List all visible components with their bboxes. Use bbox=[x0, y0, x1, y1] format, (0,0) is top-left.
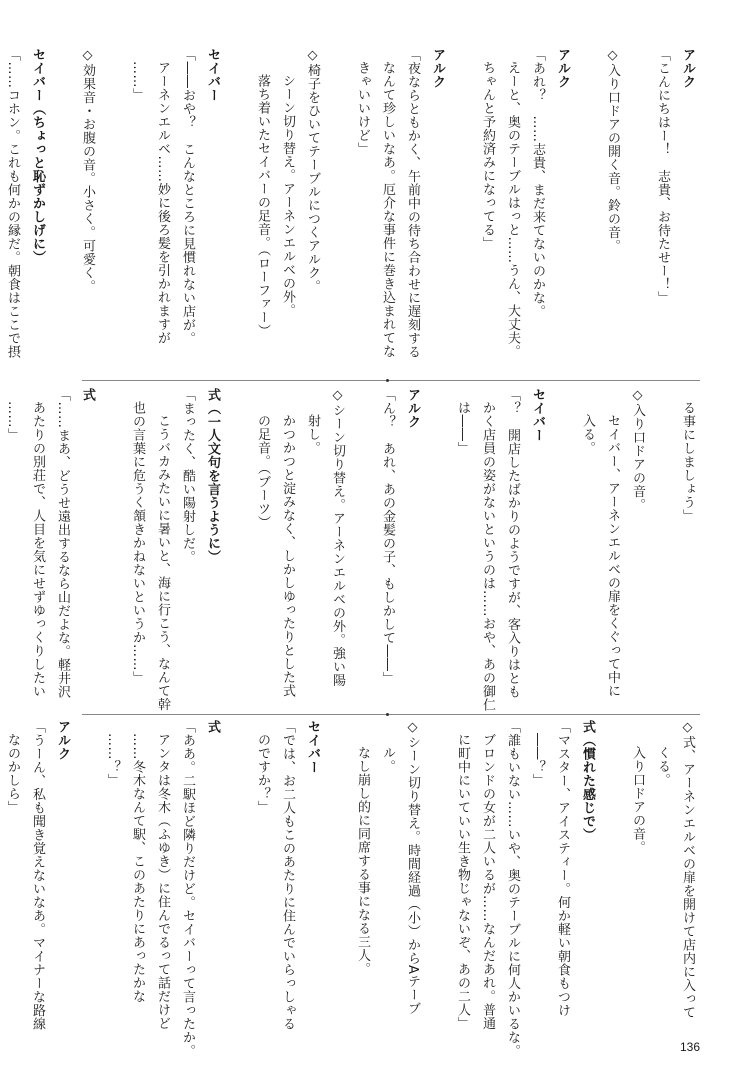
speaker-name: 式 bbox=[80, 388, 95, 402]
spacer bbox=[100, 48, 125, 370]
section-divider bbox=[82, 380, 700, 381]
spacer bbox=[450, 48, 475, 370]
speaker-name: 式 bbox=[205, 720, 220, 734]
script-line: えーと、奥のテーブルはっと……うん、大丈夫。 bbox=[505, 61, 520, 358]
spacer bbox=[225, 388, 250, 710]
spacer bbox=[325, 720, 350, 1042]
speaker-name: アルク bbox=[405, 388, 420, 429]
script-line: 「まったく、酷い陽射しだ。 bbox=[180, 388, 195, 564]
script-line: 也の言葉に危うく頷きかねないというか……」 bbox=[130, 401, 145, 685]
script-line: 「こんにちはー！ 志貴、お待たせー！」 bbox=[655, 48, 670, 305]
vertical-text-block bbox=[5, 48, 700, 370]
speaker-name: セイバー bbox=[305, 720, 320, 774]
script-line: 「……まあ、どうせ遠出するなら山だよな。軽井沢 bbox=[55, 388, 70, 699]
script-line: 射し。 bbox=[305, 414, 320, 455]
divider-marker bbox=[386, 713, 389, 716]
speaker-name: アルク bbox=[430, 48, 445, 89]
script-line: ブロンドの女が二人いるが……なんだあれ。普通 bbox=[480, 733, 495, 1030]
script-section-2 bbox=[5, 388, 700, 712]
script-line: ◇シーン切り替え。時間経過（小）からAテーブ bbox=[405, 720, 420, 1015]
script-line: あたりの別荘で、人目を気にせずゆっくりしたい bbox=[30, 401, 45, 698]
script-line: アーネンエルベ……妙に後ろ髪を引かれますが bbox=[155, 61, 170, 345]
spacer bbox=[75, 720, 100, 1042]
speaker-name: アルク bbox=[55, 720, 70, 761]
vertical-text-block bbox=[5, 388, 700, 712]
script-line: ……？」 bbox=[105, 733, 120, 787]
script-line: 「ああ。二駅ほど隣りだけど。セイバーって言ったか。 bbox=[180, 720, 195, 1058]
script-line: なんて珍しいなあ。厄介な事件に巻き込まれてな bbox=[380, 61, 395, 358]
script-line: ◇入り口ドアの音。 bbox=[630, 388, 645, 512]
script-line: ……」 bbox=[5, 401, 20, 442]
script-line: なし崩し的に同席する事になる三人。 bbox=[355, 746, 370, 976]
script-line: る事にしましょう」 bbox=[680, 401, 695, 523]
speaker-name: アルク bbox=[680, 48, 695, 89]
page-number: 136 bbox=[680, 1040, 701, 1054]
speaker-name: アルク bbox=[555, 48, 570, 89]
script-line: ……冬木なんて駅、このあたりにあったかな bbox=[130, 733, 145, 1003]
script-line: 入る。 bbox=[580, 414, 595, 455]
section-divider bbox=[82, 714, 700, 715]
script-line: 「……コホン。これも何かの縁だ。朝食はここで摂 bbox=[5, 48, 20, 359]
spacer bbox=[100, 388, 125, 710]
spacer bbox=[425, 388, 450, 710]
script-section-1 bbox=[5, 48, 700, 370]
spacer bbox=[650, 388, 675, 710]
script-line: かつかつと淀みなく、しかしゆったりとした式 bbox=[280, 414, 295, 698]
script-line: に町中にいていい生き物じゃないぞ、あの二人」 bbox=[455, 733, 470, 1030]
script-line: 「誰もいない……いや、奥のテーブルに何人かいるな。 bbox=[505, 720, 520, 1058]
script-line: なのかしら」 bbox=[5, 733, 20, 814]
script-line: ◇式、アーネンエルベの扉を開けて店内に入って bbox=[680, 720, 695, 1019]
script-line: の足音。（ブーツ） bbox=[255, 414, 270, 529]
script-line: ――？」 bbox=[530, 733, 545, 787]
spacer bbox=[425, 720, 450, 1042]
spacer bbox=[625, 48, 650, 370]
script-line: 「夜ならともかく、午前中の待ち合わせに遅刻する bbox=[405, 48, 420, 359]
script-line: 「マスター、アイスティー。何か軽い朝食もつけ bbox=[555, 720, 570, 1017]
script-line: ちゃんと予約済みになってる」 bbox=[480, 61, 495, 250]
script-line: 「？ 開店したばかりのようですが、客入りはとも bbox=[505, 388, 520, 699]
script-line: くる。 bbox=[655, 746, 670, 787]
speaker-name: セイバー bbox=[530, 388, 545, 442]
script-line: かく店員の姿がないというのは……おや、あの御仁 bbox=[480, 401, 495, 712]
speaker-name: 式（一人文句を言うように） bbox=[205, 388, 220, 564]
script-line: のですか？」 bbox=[255, 733, 270, 814]
script-line: アンタは冬木（ふゆき）に住んでるって話だけど bbox=[155, 733, 170, 1030]
speaker-name: セイバー bbox=[205, 48, 220, 102]
spacer bbox=[225, 48, 250, 370]
spacer bbox=[550, 388, 575, 710]
divider-marker bbox=[386, 379, 389, 382]
spacer bbox=[575, 48, 600, 370]
script-line: 落ち着いたセイバーの足音。（ローファー） bbox=[255, 74, 270, 338]
script-line: 「――おや？ こんなところに見慣れない店が。 bbox=[180, 48, 195, 345]
script-line: は――」 bbox=[455, 401, 470, 455]
script-line: 「うーん、私も聞き覚えないなあ。マイナーな路線 bbox=[30, 720, 45, 1031]
script-line: ル。 bbox=[380, 746, 395, 773]
script-line: ◇効果音・お腹の音。小さく。可愛く。 bbox=[80, 48, 95, 293]
script-line: セイバー、アーネンエルベの扉をくぐって中に bbox=[605, 414, 620, 698]
script-line: 「では、お二人もこのあたりに住んでいらっしゃる bbox=[280, 720, 295, 1031]
script-line: ……」 bbox=[130, 61, 145, 102]
script-line: シーン切り替え。アーネンエルベの外。 bbox=[280, 74, 295, 317]
spacer bbox=[350, 388, 375, 710]
script-line: 「ん？ あれ、あの金髪の子、もしかして――」 bbox=[380, 388, 395, 685]
script-line: ◇シーン切り替え。アーネンエルベの外。強い陽 bbox=[330, 388, 345, 687]
spacer bbox=[225, 720, 250, 1042]
script-line: 入り口ドアの音。 bbox=[630, 746, 645, 854]
script-line: ◇入り口ドアの開く音。鈴の音。 bbox=[605, 48, 620, 253]
speaker-name: セイバー（ちょっと恥ずかしげに） bbox=[30, 48, 45, 264]
speaker-name: 式（慣れた感じで） bbox=[580, 720, 595, 842]
spacer bbox=[50, 48, 75, 370]
script-line: こうバカみたいに暑いと、海に行こう、なんて幹 bbox=[155, 414, 170, 711]
spacer bbox=[325, 48, 350, 370]
script-line: きゃいいけど」 bbox=[355, 61, 370, 156]
script-line: ◇椅子をひいてテーブルにつくアルク。 bbox=[305, 48, 320, 293]
spacer bbox=[600, 720, 625, 1042]
script-line: 「あれ？ ……志貴、まだ来てないのかな。 bbox=[530, 48, 545, 318]
